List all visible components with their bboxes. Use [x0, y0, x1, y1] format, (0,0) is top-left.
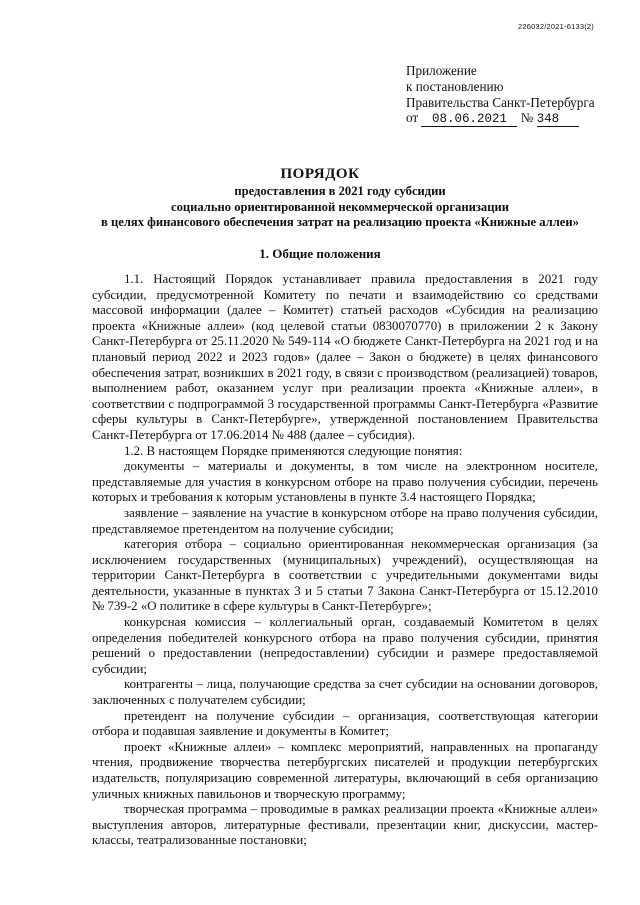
paragraph-1-2: 1.2. В настоящем Порядке применяются следующие понятия: [124, 443, 463, 458]
date-prefix: от [406, 110, 419, 126]
paragraph-1-1: 1.1. Настоящий Порядок устанавливает правила предоставления в 2021 году субсидии, предусмотренной Комитету по печати и взаимодействию со средствами массовой информации (далее – Комитет) статьей расходов «Субсидия на реализацию проекта «Книжные аллеи» (код целевой статьи 0830070770) в приложении 2 к Закону Санкт-Петербурга от 25.11.2020 № 549-114 «О бюджете Санкт-Петербурга на 2021 год и на плановый период 2022 и 2023 годов» (далее – Закон о бюджете) в целях финансового обеспечения затрат, возникших в 2021 году, в связи с производством (реализацией) товаров, выполнением работ, оказанием услуг при реализации проекта «Книжные аллеи», в соответствии с подпрограммой 3 государственной программы Санкт-Петербурга «Развитие сферы культуры в Санкт-Петербурге», утвержденной постановлением Правительства Санкт-Петербурга от 17.06.2014 № 488 (далее – субсидия). [92, 272, 598, 442]
appendix-line-3: Правительства Санкт-Петербурга [406, 94, 595, 110]
definition-applicant: претендент на получение субсидии – организация, соответствующая категории отбора и подавшая заявление и документы в Комитет; [92, 708, 598, 739]
document-subtitle [80, 184, 600, 231]
document-body [92, 272, 598, 849]
appendix-line-2: к постановлению [406, 78, 504, 94]
definition-application: заявление – заявление на участие в конкурсном отборе на право получения субсидии, представляемое претендентом на получение субсидии; [92, 505, 598, 536]
resolution-number: 348 [537, 113, 579, 127]
document-registration-number: 226032/2021-6133(2) [518, 22, 594, 31]
definition-selection-category: категория отбора – социально ориентированная некоммерческая организация (за исключением государственных (муниципальных) учреждений), осуществляющая на территории Санкт-Петербурга в соответствии с учредительными документами виды деятельности, указанные в пунктах 3 и 5 статьи 7 Закона Санкт-Петербурга от 15.12.2010 № 739-2 «О политике в сфере культуры в Санкт-Петербурге»; [92, 537, 598, 614]
appendix-line-1: Приложение [406, 63, 477, 78]
definition-documents: документы – материалы и документы, в том числе на электронном носителе, представляемые для участия в конкурсном отборе на право получения субсидии, перечень которых и требования к которым установлены в пункте 3.4 настоящего Порядка; [92, 459, 598, 505]
appendix-date-line [406, 110, 606, 127]
definition-creative-program: творческая программа – проводимые в рамках реализации проекта «Книжные аллеи» выступления авторов, литературные фестивали, презентации книг, дискуссии, мастер-классы, театрализованные постановки; [92, 802, 598, 848]
subtitle-line-2: социально ориентированной некоммерческой организации [171, 199, 509, 214]
definition-competition-commission: конкурсная комиссия – коллегиальный орган, создаваемый Комитетом в целях определения победителей конкурсного отбора на право получения субсидии, принятия решений о предоставлении (непредоставлении) субсидии и размере предоставляемой субсидии; [92, 615, 598, 676]
subtitle-line-3: в целях финансового обеспечения затрат на реализацию проекта «Книжные аллеи» [101, 215, 579, 230]
appendix-block [406, 63, 606, 127]
document-title: ПОРЯДОК [280, 166, 360, 182]
definition-project: проект «Книжные аллеи» – комплекс мероприятий, направленных на пропаганду чтения, продвижение творчества петербургских писателей и продукции петербургских издательств, популяризацию современной литературы, включающий в себя организацию уличных книжных павильонов и творческую программу; [92, 739, 598, 801]
number-prefix: № [520, 110, 534, 126]
resolution-date: 08.06.2021 [421, 113, 517, 127]
subtitle-line-1: предоставления в 2021 году субсидии [234, 184, 446, 198]
section-heading: 1. Общие положения [259, 246, 381, 261]
definition-counterparties: контрагенты – лица, получающие средства за счет субсидии на основании договоров, заключенных с получателем субсидии; [92, 677, 598, 708]
